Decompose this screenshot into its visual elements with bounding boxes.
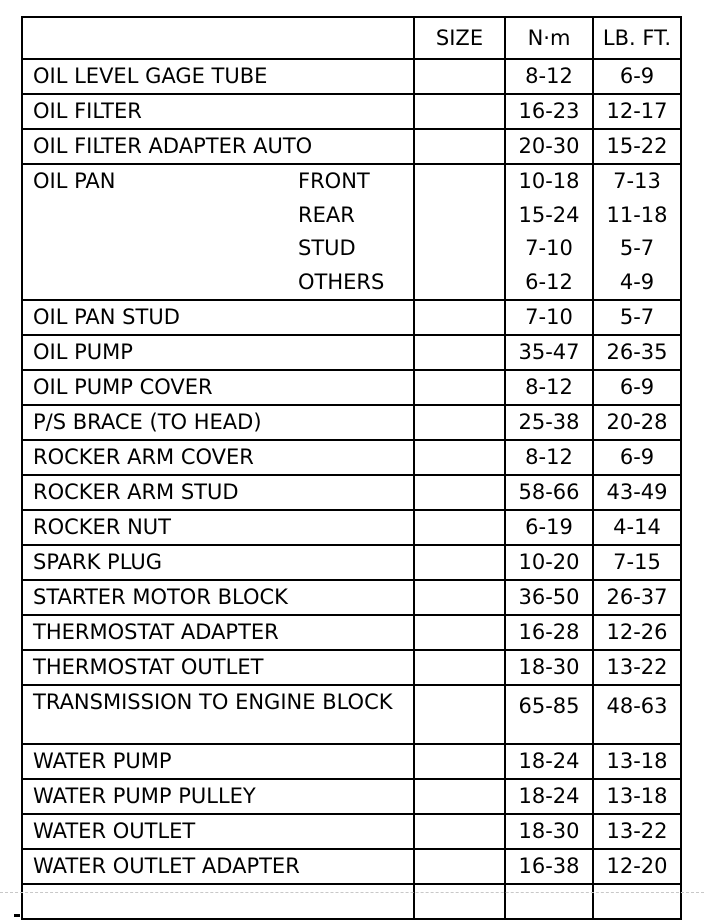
size-cell	[414, 650, 505, 685]
item-cell: OIL PAN STUD	[22, 300, 414, 335]
header-size: SIZE	[414, 17, 505, 59]
size-cell	[414, 510, 505, 545]
item-cell: ROCKER NUT	[22, 510, 414, 545]
oil-pan-sub-stud: STUD	[298, 236, 356, 260]
oil-pan-group	[33, 165, 413, 294]
lbft-cell: 12-17	[593, 94, 681, 129]
oil-pan-lbft-others: 4-9	[619, 269, 655, 294]
table-row	[22, 59, 681, 94]
nm-cell: 16-28	[505, 615, 593, 650]
lbft-cell: 12-26	[593, 615, 681, 650]
item-cell	[22, 164, 414, 300]
table-row	[22, 440, 681, 475]
item-cell: OIL FILTER ADAPTER AUTO	[22, 129, 414, 164]
oil-pan-sub-front: FRONT	[298, 169, 370, 193]
table-row	[22, 510, 681, 545]
table-row	[22, 370, 681, 405]
item-cell: WATER OUTLET	[22, 814, 414, 849]
item-cell	[22, 685, 414, 744]
nm-cell: 10-20	[505, 545, 593, 580]
lbft-cell	[593, 164, 681, 300]
header-item	[22, 17, 414, 59]
oil-pan-sub-rear: REAR	[298, 202, 355, 227]
scan-edge-line	[0, 892, 704, 893]
lbft-cell: 20-28	[593, 405, 681, 440]
nm-cell: 8-12	[505, 59, 593, 94]
lbft-cell: 13-22	[593, 650, 681, 685]
lbft-cell: 6-9	[593, 59, 681, 94]
size-cell	[414, 59, 505, 94]
size-cell	[414, 94, 505, 129]
item-cell: WATER OUTLET ADAPTER	[22, 849, 414, 884]
header-lbft: LB. FT.	[593, 17, 681, 59]
table-row	[22, 545, 681, 580]
item-cell: P/S BRACE (TO HEAD)	[22, 405, 414, 440]
size-cell	[414, 814, 505, 849]
table-row	[22, 300, 681, 335]
nm-cell: 16-23	[505, 94, 593, 129]
item-cell: OIL LEVEL GAGE TUBE	[22, 59, 414, 94]
transmission-line1: TRANSMISSION TO ENGINE	[33, 690, 316, 714]
item-cell: WATER PUMP	[22, 744, 414, 779]
header-nm: N·m	[505, 17, 593, 59]
item-cell: ROCKER ARM COVER	[22, 440, 414, 475]
lbft-cell: 5-7	[593, 300, 681, 335]
nm-cell: 8-12	[505, 440, 593, 475]
oil-pan-sub-others: OTHERS	[298, 269, 385, 294]
item-cell: OIL PUMP	[22, 335, 414, 370]
lbft-cell: 26-37	[593, 580, 681, 615]
table-row	[22, 849, 681, 884]
size-cell	[414, 164, 505, 300]
nm-cell: 25-38	[505, 405, 593, 440]
item-cell: THERMOSTAT ADAPTER	[22, 615, 414, 650]
size-cell	[414, 335, 505, 370]
nm-cell: 58-66	[505, 475, 593, 510]
nm-cell: 18-24	[505, 744, 593, 779]
table-row	[22, 650, 681, 685]
scan-speck	[14, 914, 20, 917]
size-cell	[414, 405, 505, 440]
oil-pan-nm-others: 6-12	[525, 269, 573, 294]
nm-cell: 6-19	[505, 510, 593, 545]
nm-cell	[505, 884, 593, 919]
nm-cell: 65-85	[505, 685, 593, 744]
item-cell	[22, 884, 414, 919]
size-cell	[414, 370, 505, 405]
size-cell	[414, 685, 505, 744]
table-row	[22, 405, 681, 440]
oil-pan-nm-rear: 15-24	[518, 202, 580, 227]
table-row	[22, 580, 681, 615]
item-cell: OIL FILTER	[22, 94, 414, 129]
lbft-cell	[593, 884, 681, 919]
table-row	[22, 779, 681, 814]
lbft-cell: 26-35	[593, 335, 681, 370]
nm-cell: 7-10	[505, 300, 593, 335]
nm-cell: 35-47	[505, 335, 593, 370]
table-row	[22, 94, 681, 129]
lbft-cell: 48-63	[593, 685, 681, 744]
lbft-cell: 15-22	[593, 129, 681, 164]
nm-cell: 18-30	[505, 814, 593, 849]
oil-pan-nm-stud: 7-10	[525, 236, 573, 260]
size-cell	[414, 615, 505, 650]
table-row	[22, 615, 681, 650]
header-row	[22, 17, 681, 59]
empty-row	[22, 884, 681, 919]
nm-cell: 20-30	[505, 129, 593, 164]
item-cell: STARTER MOTOR BLOCK	[22, 580, 414, 615]
oil-pan-nm-front: 10-18	[518, 169, 580, 193]
size-cell	[414, 779, 505, 814]
nm-cell: 16-38	[505, 849, 593, 884]
nm-cell	[505, 164, 593, 300]
table-row	[22, 335, 681, 370]
lbft-cell: 6-9	[593, 440, 681, 475]
lbft-cell: 13-18	[593, 744, 681, 779]
item-cell: SPARK PLUG	[22, 545, 414, 580]
oil-pan-row	[22, 164, 681, 300]
lbft-cell: 6-9	[593, 370, 681, 405]
item-cell: ROCKER ARM STUD	[22, 475, 414, 510]
size-cell	[414, 884, 505, 919]
lbft-cell: 7-15	[593, 545, 681, 580]
oil-pan-label: OIL PAN	[33, 169, 116, 193]
table-row	[22, 129, 681, 164]
table-row	[22, 814, 681, 849]
lbft-cell: 43-49	[593, 475, 681, 510]
item-cell: OIL PUMP COVER	[22, 370, 414, 405]
size-cell	[414, 849, 505, 884]
torque-spec-table	[21, 16, 682, 920]
nm-cell: 8-12	[505, 370, 593, 405]
nm-cell: 18-30	[505, 650, 593, 685]
oil-pan-lbft-stud: 5-7	[619, 236, 655, 260]
lbft-cell: 12-20	[593, 849, 681, 884]
size-cell	[414, 580, 505, 615]
oil-pan-lbft-front: 7-13	[613, 169, 661, 193]
lbft-cell: 13-18	[593, 779, 681, 814]
size-cell	[414, 475, 505, 510]
transmission-row	[22, 685, 681, 744]
size-cell	[414, 300, 505, 335]
size-cell	[414, 744, 505, 779]
size-cell	[414, 545, 505, 580]
size-cell	[414, 129, 505, 164]
lbft-cell: 13-22	[593, 814, 681, 849]
size-cell	[414, 440, 505, 475]
nm-cell: 36-50	[505, 580, 593, 615]
nm-cell: 18-24	[505, 779, 593, 814]
oil-pan-lbft-rear: 11-18	[606, 202, 668, 227]
table-row	[22, 744, 681, 779]
lbft-cell: 4-14	[593, 510, 681, 545]
table-row	[22, 475, 681, 510]
item-cell: THERMOSTAT OUTLET	[22, 650, 414, 685]
item-cell: WATER PUMP PULLEY	[22, 779, 414, 814]
transmission-line2: BLOCK	[322, 690, 393, 714]
oil-pan-sub-list	[298, 165, 384, 299]
